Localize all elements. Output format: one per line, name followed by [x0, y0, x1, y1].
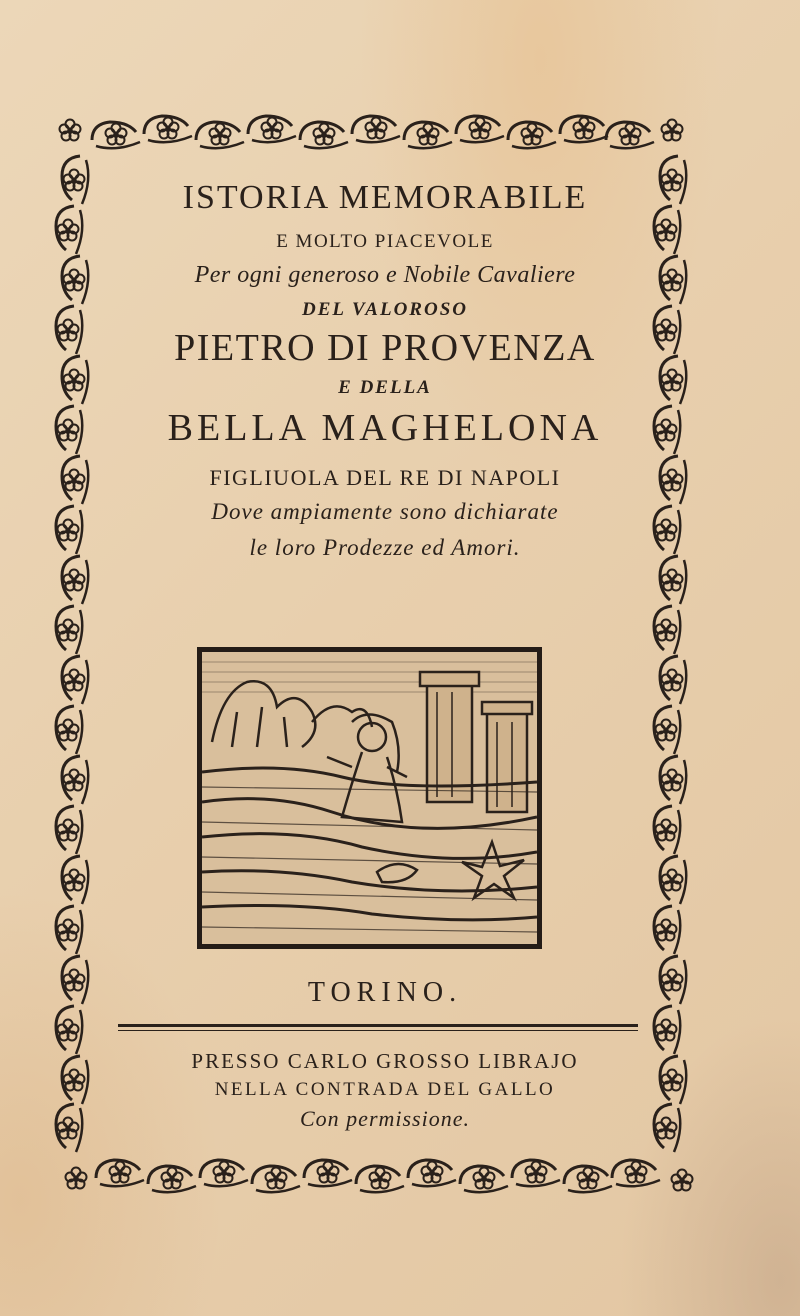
imprint-line-1: PRESSO CARLO GROSSO LIBRAJO [191, 1049, 579, 1073]
title-line-4: DEL VALOROSO [302, 299, 468, 320]
title-line-3: Per ogni generoso e Nobile Cavaliere [194, 262, 576, 288]
title-line-1: ISTORIA MEMORABILE [182, 179, 588, 216]
top-border [92, 116, 654, 148]
title-line-2: E MOLTO PIACEVOLE [276, 231, 494, 252]
divider-rule-thin [118, 1030, 638, 1031]
imprint-line-2: NELLA CONTRADA DEL GALLO [214, 1079, 556, 1100]
title-line-10: le loro Prodezze ed Amori. [249, 535, 521, 560]
bottom-border [96, 1160, 660, 1192]
title-line-7: BELLA MAGHELONA [167, 407, 603, 449]
title-line-9: Dove ampiamente sono dichiarate [211, 499, 559, 524]
divider-rule [118, 1024, 638, 1027]
imprint-line-3: Con permissione. [300, 1106, 470, 1131]
title-line-8: FIGLIUOLA DEL RE DI NAPOLI [209, 465, 561, 490]
title-line-6: E DELLA [338, 377, 432, 398]
title-block [110, 170, 660, 564]
woodcut-illustration [197, 647, 542, 949]
woodcut-scene-icon [202, 652, 537, 944]
imprint-block [110, 1046, 660, 1134]
left-border [56, 156, 88, 1152]
place-of-publication: TORINO. [307, 977, 463, 1008]
title-line-5: PIETRO DI PROVENZA [174, 327, 596, 369]
